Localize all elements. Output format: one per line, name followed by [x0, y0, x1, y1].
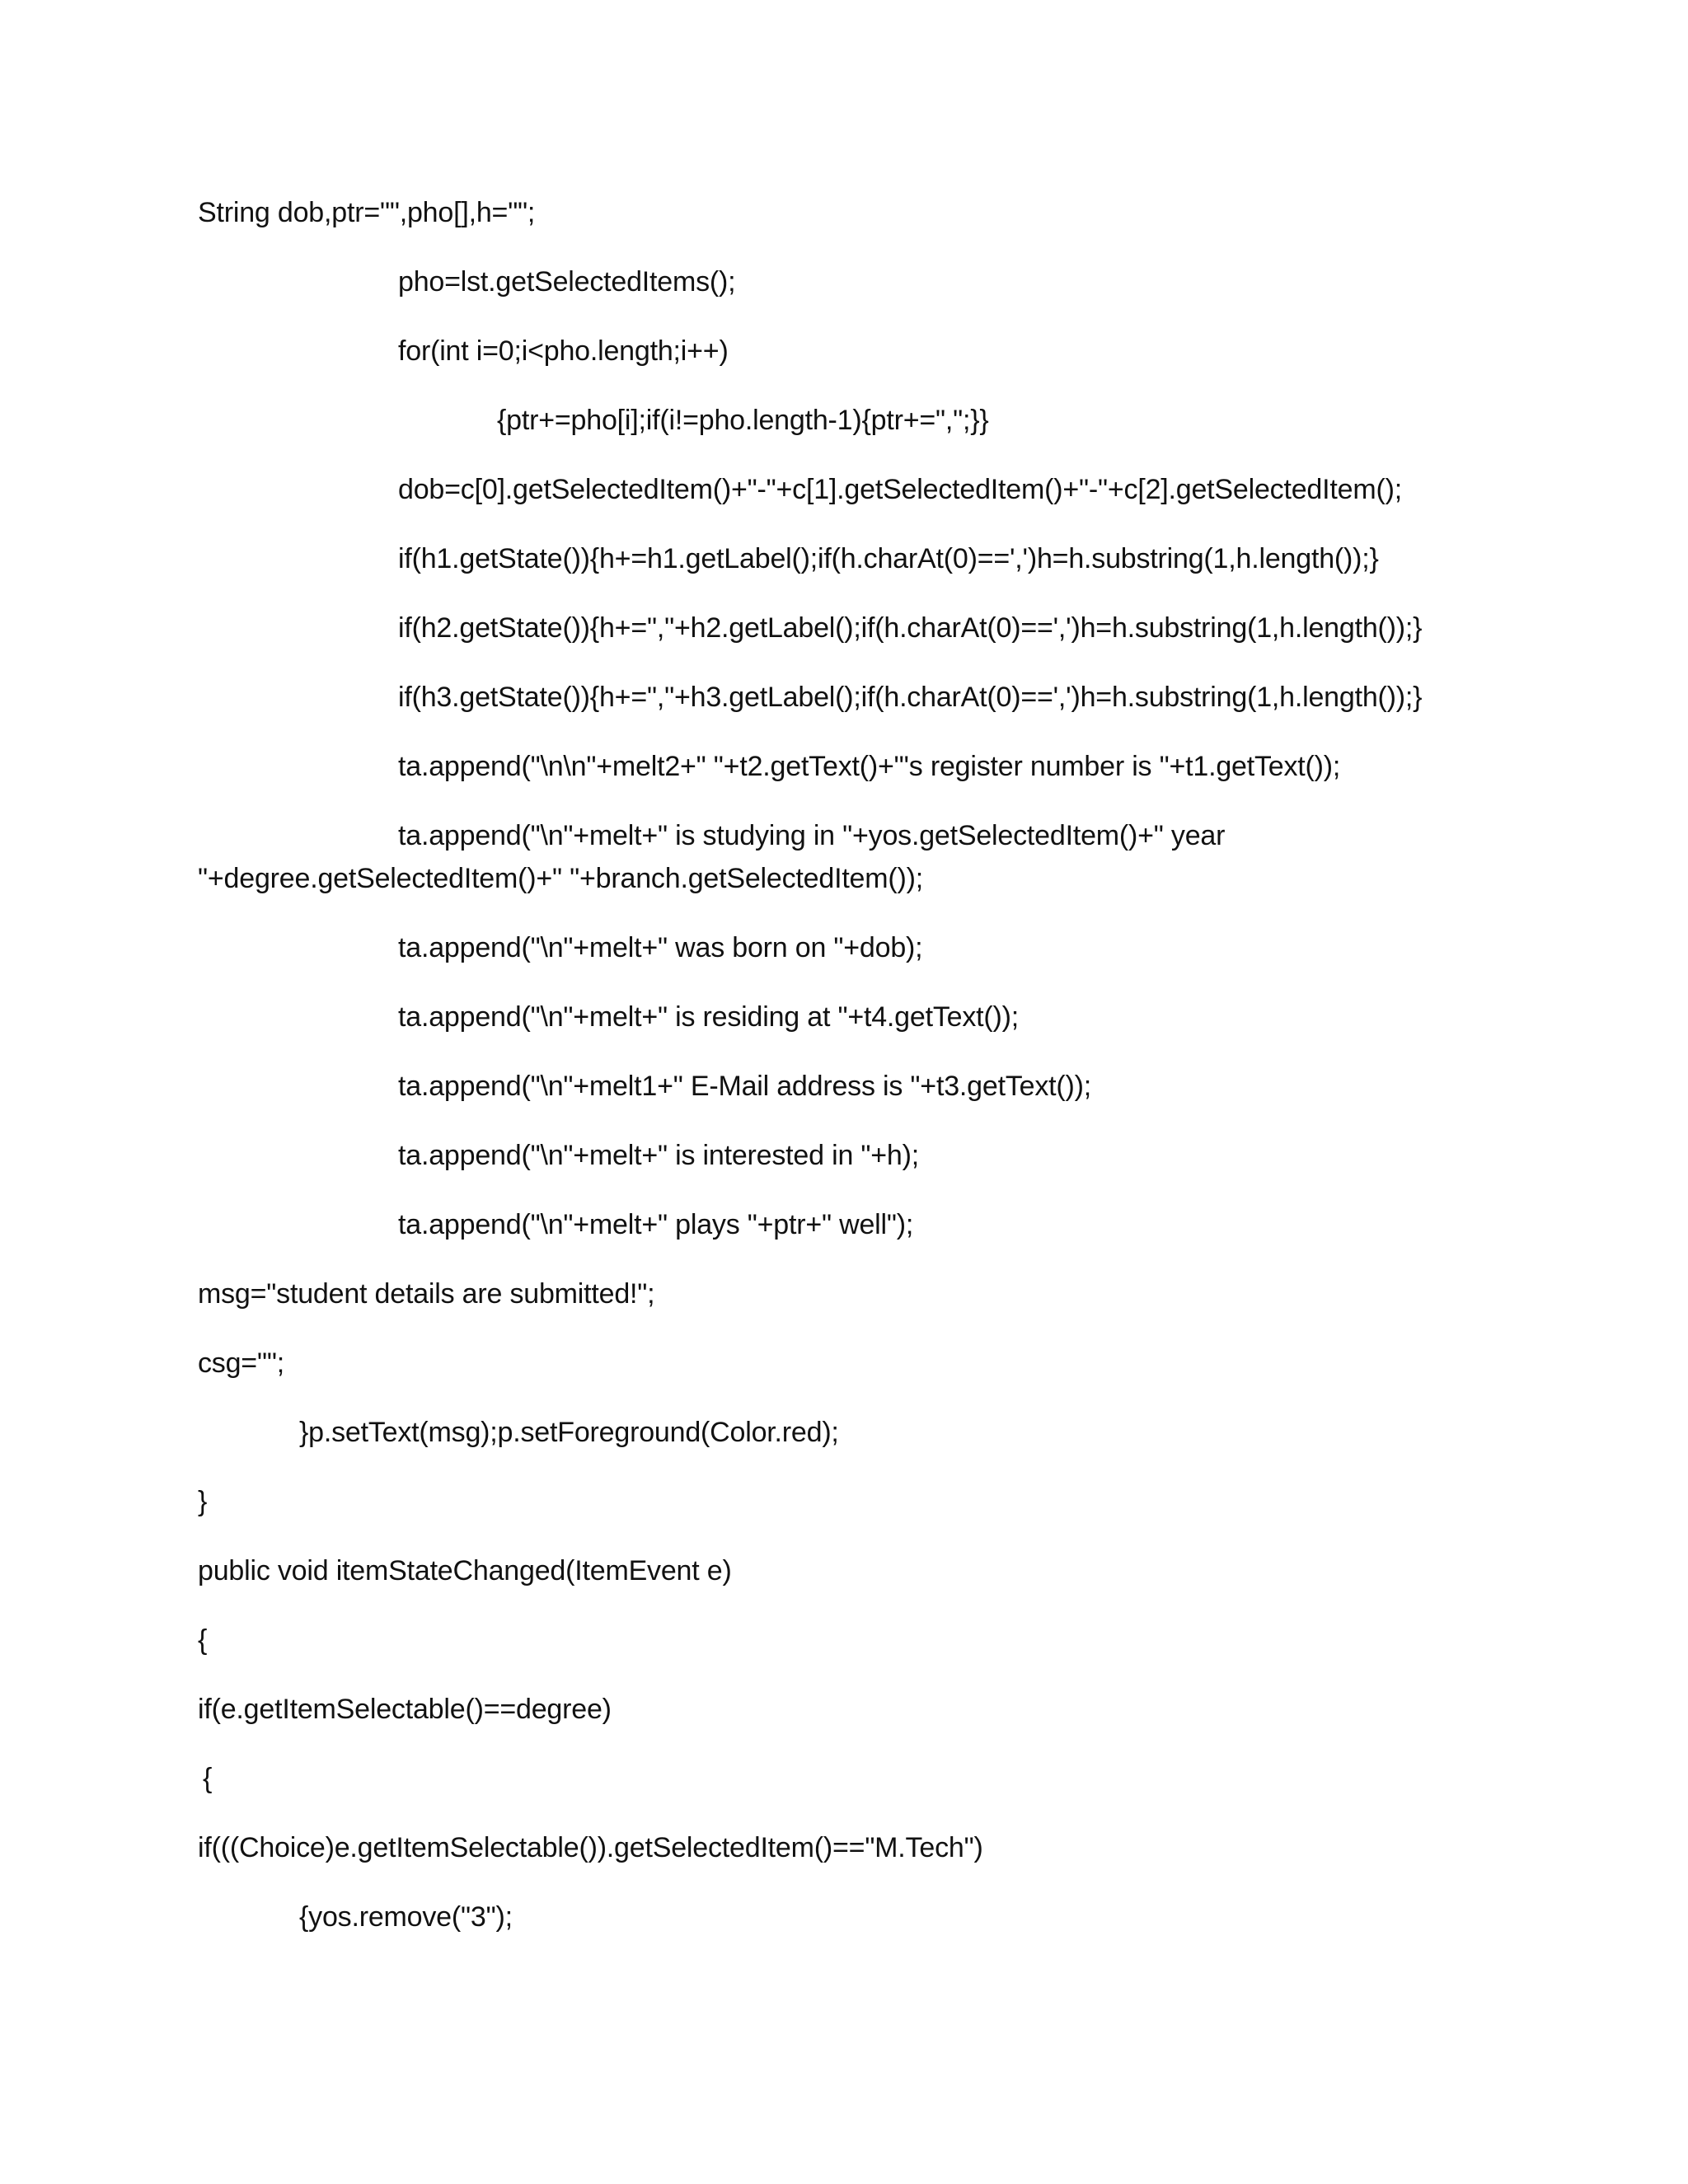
code-line: dob=c[0].getSelectedItem()+"-"+c[1].getSelectedItem()+"-"+c[2].getSelectedItem();: [398, 474, 1402, 505]
code-line: }: [198, 1486, 208, 1517]
code-line: }p.setText(msg);p.setForeground(Color.red);: [299, 1417, 839, 1448]
code-line: String dob,ptr="",pho[],h="";: [198, 197, 536, 228]
code-line: ta.append("\n"+melt+" is residing at "+t4.getText());: [398, 1001, 1020, 1033]
code-line: pho=lst.getSelectedItems();: [398, 266, 736, 298]
code-line: ta.append("\n"+melt+" was born on "+dob);: [398, 932, 923, 963]
code-line: for(int i=0;i<pho.length;i++): [398, 335, 729, 367]
code-line: {ptr+=pho[i];if(i!=pho.length-1){ptr+=",";}}: [497, 405, 989, 436]
code-line: ta.append("\n"+melt+" plays "+ptr+" well");: [398, 1209, 914, 1240]
code-line: {yos.remove("3");: [299, 1901, 513, 1933]
code-line: "+degree.getSelectedItem()+" "+branch.getSelectedItem());: [198, 863, 924, 894]
code-line: ta.append("\n"+melt1+" E-Mail address is "+t3.getText());: [398, 1071, 1091, 1102]
code-line: if(h3.getState()){h+=","+h3.getLabel();if(h.charAt(0)==',')h=h.substring(1,h.length());}: [398, 682, 1423, 713]
code-line: {: [198, 1624, 208, 1656]
code-line: if(e.getItemSelectable()==degree): [198, 1694, 612, 1725]
code-line: public void itemStateChanged(ItemEvent e): [198, 1555, 732, 1586]
code-line: ta.append("\n"+melt+" is studying in "+yos.getSelectedItem()+" year: [398, 820, 1226, 851]
code-line: if(h1.getState()){h+=h1.getLabel();if(h.charAt(0)==',')h=h.substring(1,h.length());}: [398, 543, 1379, 574]
code-line: csg="";: [198, 1347, 284, 1379]
code-line: ta.append("\n"+melt+" is interested in "+h);: [398, 1140, 920, 1171]
code-line: {: [203, 1763, 213, 1794]
code-line: if(((Choice)e.getItemSelectable()).getSelectedItem()=="M.Tech"): [198, 1832, 983, 1863]
code-line: if(h2.getState()){h+=","+h2.getLabel();if(h.charAt(0)==',')h=h.substring(1,h.length());}: [398, 612, 1423, 644]
code-line: msg="student details are submitted!";: [198, 1278, 655, 1310]
code-line: ta.append("\n\n"+melt2+" "+t2.getText()+"'s register number is "+t1.getText());: [398, 751, 1341, 782]
